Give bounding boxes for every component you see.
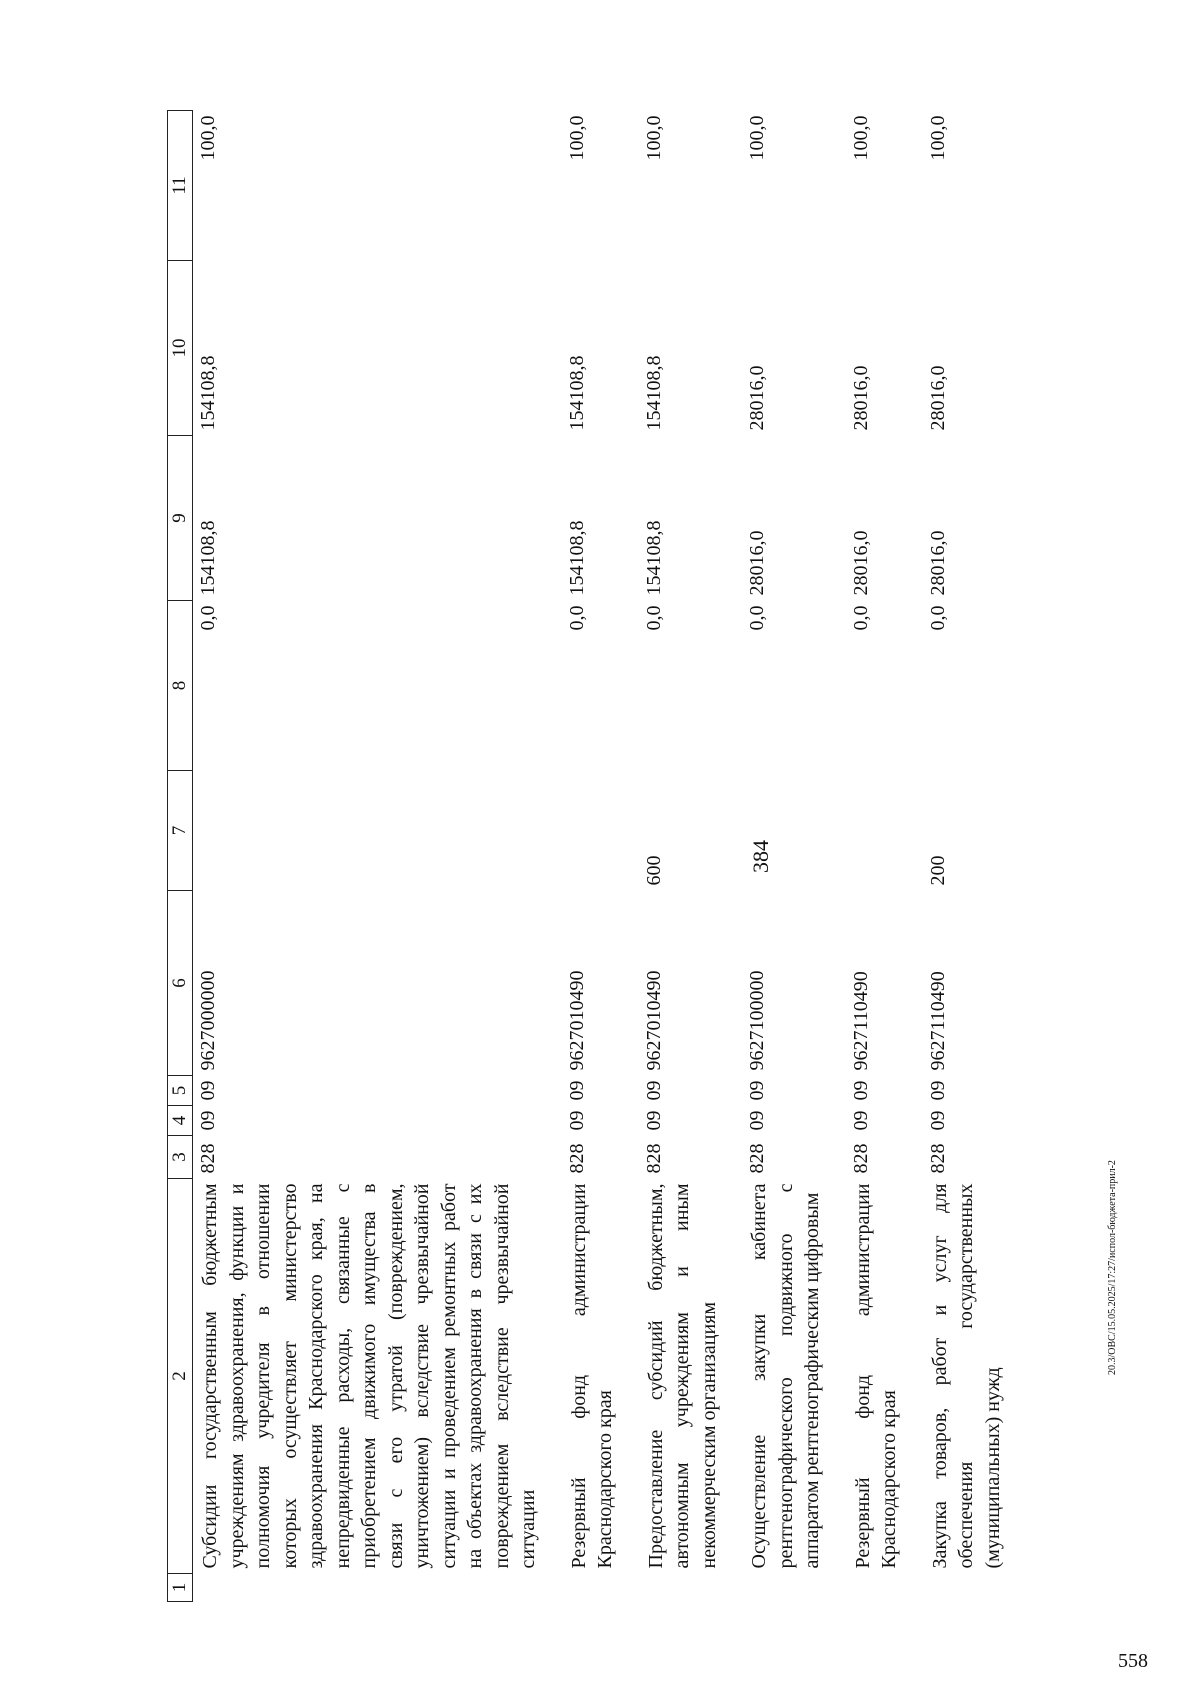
header-cell: 3 — [168, 1136, 193, 1179]
expense-type-code — [193, 771, 542, 891]
col9-value: 28016,0 — [849, 530, 872, 596]
header-cell: 9 — [168, 436, 193, 601]
col11-value: 100,0 — [642, 115, 665, 161]
table-row — [903, 111, 1007, 1602]
target-article-code: 9627010490 — [565, 970, 588, 1071]
table-row — [193, 111, 542, 1602]
header-cell: 2 — [168, 1179, 193, 1574]
section-code: 09 — [642, 1110, 665, 1131]
header-cell: 5 — [168, 1076, 193, 1106]
col10-value: 154108,8 — [565, 355, 588, 431]
sheet-number: 558 — [1118, 1650, 1148, 1672]
ministry-code: 828 — [197, 1143, 219, 1174]
header-cell: 10 — [168, 261, 193, 436]
target-article-code: 9627000000 — [197, 970, 219, 1071]
section-code: 09 — [926, 1110, 949, 1131]
ministry-code: 828 — [849, 1143, 872, 1174]
col9-value: 28016,0 — [746, 530, 768, 596]
table-row — [542, 111, 619, 1602]
header-cell: 11 — [168, 111, 193, 261]
subsection-code: 09 — [849, 1080, 872, 1101]
col8-value: 0,0 — [642, 605, 665, 631]
col11-value: 100,0 — [746, 115, 768, 161]
col10-value: 154108,8 — [197, 355, 219, 431]
section-code: 09 — [565, 1110, 588, 1131]
table-row — [826, 111, 903, 1602]
subsection-code: 09 — [197, 1080, 219, 1101]
section-code: 09 — [746, 1110, 768, 1131]
target-article-code: 9627110490 — [926, 971, 949, 1071]
col10-value: 28016,0 — [849, 365, 872, 431]
expense-name: Закупка товаров, работ и услуг для обеспечения государственных (муниципальных) нужд — [928, 1183, 1004, 1569]
header-cell: 6 — [168, 891, 193, 1076]
header-cell: 8 — [168, 601, 193, 771]
col10-value: 28016,0 — [746, 365, 768, 431]
expense-name: Осуществление закупки кабинета рентгенографического подвижного с аппаратом рентгенографическим цифровым — [748, 1183, 823, 1569]
table-row — [722, 111, 826, 1602]
col8-value: 0,0 — [746, 605, 768, 631]
subsection-code: 09 — [642, 1080, 665, 1101]
table-header — [168, 111, 193, 1602]
expense-name: Резервный фонд администрации Краснодарского края — [567, 1183, 616, 1569]
header-cell: 7 — [168, 771, 193, 891]
expense-type-code — [722, 771, 826, 891]
ministry-code: 828 — [565, 1143, 588, 1174]
subsection-code: 09 — [926, 1080, 949, 1101]
expense-name: Резервный фонд администрации Краснодарского края — [851, 1183, 900, 1569]
expense-type-code: 600 — [642, 855, 665, 886]
col11-value: 100,0 — [849, 115, 872, 161]
col11-value: 100,0 — [565, 115, 588, 161]
col9-value: 28016,0 — [926, 530, 949, 596]
col9-value: 154108,8 — [197, 520, 219, 596]
col9-value: 154108,8 — [642, 520, 665, 596]
expense-name: Предоставление субсидий бюджетным, автономным учреждениям и иным некоммерческим организациям — [644, 1183, 720, 1569]
col11-value: 100,0 — [926, 115, 949, 161]
table-row — [619, 111, 723, 1602]
col10-value: 28016,0 — [926, 365, 949, 431]
subsection-code: 09 — [565, 1080, 588, 1101]
col8-value: 0,0 — [926, 605, 949, 631]
ministry-code: 828 — [926, 1143, 949, 1174]
page-number: 384 — [748, 840, 773, 873]
expense-type-code: 200 — [926, 855, 949, 886]
col8-value: 0,0 — [197, 605, 219, 631]
target-article-code: 9627100000 — [746, 970, 768, 1071]
expense-name: Субсидии государственным бюджетным учреждениям здравоохранения, функции и полномочия учредителя в отношении которых осуществляет министерство здравоохранения Краснодарского края, на непредвиденные расходы, связанные с приобретением движимого имущества в связи с его утратой (повреждением, уничтожением) вследствие чрезвычайной ситуации и проведением ремонтных работ на объектах здравоохранения в связи с их повреждением вследствие чрезвычайной ситуации — [199, 1183, 539, 1569]
col11-value: 100,0 — [197, 115, 219, 161]
section-code: 09 — [197, 1110, 219, 1131]
section-code: 09 — [849, 1110, 872, 1131]
header-cell: 4 — [168, 1106, 193, 1136]
ministry-code: 828 — [746, 1143, 768, 1174]
subsection-code: 09 — [746, 1080, 768, 1101]
target-article-code: 9627010490 — [642, 970, 665, 1071]
header-cell: 1 — [168, 1574, 193, 1602]
col9-value: 154108,8 — [565, 520, 588, 596]
expense-type-code — [826, 771, 903, 891]
ministry-code: 828 — [642, 1143, 665, 1174]
file-label: 20.3/OBC/15.05.2025/17:27/испол-бюджета-прил-2 — [1107, 1160, 1118, 1375]
col8-value: 0,0 — [849, 605, 872, 631]
col8-value: 0,0 — [565, 605, 588, 631]
col10-value: 154108,8 — [642, 355, 665, 431]
budget-table — [167, 110, 1006, 1602]
target-article-code: 9627110490 — [849, 971, 872, 1071]
expense-type-code — [542, 771, 619, 891]
